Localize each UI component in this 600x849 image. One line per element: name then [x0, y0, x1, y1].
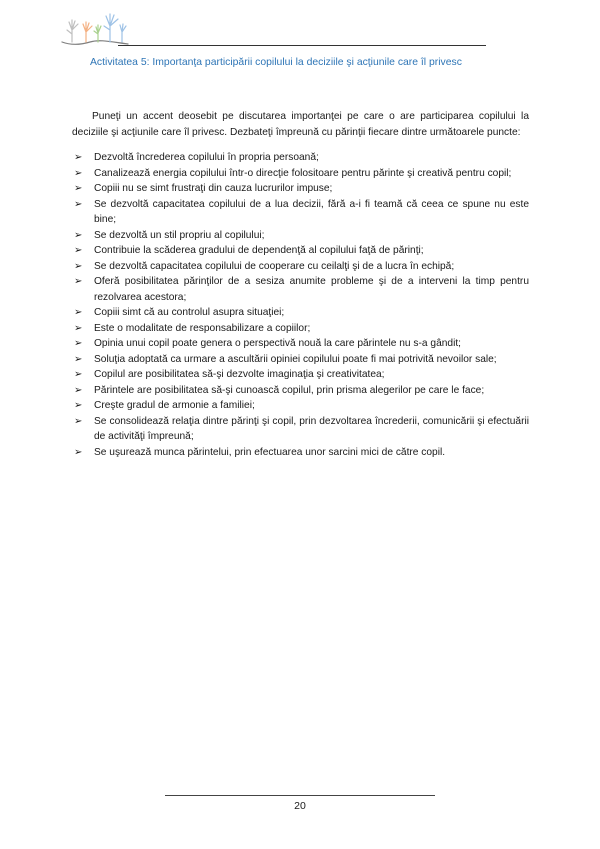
- list-item-text: Se dezvoltă capacitatea copilului de cooperare cu ceilalţi şi de a lucra în echipă;: [94, 260, 455, 272]
- list-item-text: Contribuie la scăderea gradului de dependenţă al copilului faţă de părinţi;: [94, 245, 424, 256]
- arrowhead-bullet-icon: ➢: [74, 260, 83, 272]
- list-item: [74, 181, 529, 197]
- list-item-text: Copiii nu se simt frustraţi din cauza lucrurilor impuse;: [94, 183, 333, 194]
- list-item: [74, 321, 529, 337]
- list-item: [74, 166, 529, 182]
- arrowhead-bullet-icon: ➢: [74, 369, 83, 380]
- header-divider: [118, 45, 486, 46]
- arrowhead-bullet-icon: ➢: [74, 183, 83, 194]
- list-item: [74, 305, 529, 321]
- intro-paragraph: [72, 109, 529, 141]
- list-item: [74, 398, 529, 414]
- page-number: 20: [294, 800, 306, 812]
- list-item-text: Canalizează energia copilului într-o direcţie folositoare pentru părinte şi creativă pentru copil;: [94, 167, 512, 179]
- list-item-text: Oferă posibilitatea părinţilor de a sesiza anumite probleme şi de a interveni la timp pentru rezolvarea acestora;: [94, 276, 529, 303]
- list-item-text: Se dezvoltă un stil propriu al copilului;: [94, 229, 265, 241]
- arrowhead-bullet-icon: ➢: [74, 152, 83, 163]
- list-item-text: Copilul are posibilitatea să-şi dezvolte imaginaţia şi creativitatea;: [94, 369, 385, 380]
- list-item: [74, 150, 529, 166]
- list-item-text: Este o modalitate de responsabilizare a copiilor;: [94, 322, 311, 334]
- list-item-text: Dezvoltă încrederea copilului în propria persoană;: [94, 152, 319, 163]
- arrowhead-bullet-icon: ➢: [74, 338, 83, 349]
- list-item: [74, 383, 529, 399]
- hands-logo-icon: [60, 12, 130, 48]
- arrowhead-bullet-icon: ➢: [74, 167, 83, 179]
- list-item-text: Se uşurează munca părintelui, prin efectuarea unor sarcini mici de către copil.: [94, 446, 446, 458]
- arrowhead-bullet-icon: ➢: [74, 384, 83, 396]
- arrowhead-bullet-icon: ➢: [74, 229, 83, 241]
- list-item: [74, 367, 529, 383]
- list-item-text: Copiii simt că au controlul asupra situaţiei;: [94, 307, 285, 318]
- list-item: [74, 259, 529, 275]
- arrowhead-bullet-icon: ➢: [74, 322, 83, 334]
- list-item: [74, 445, 529, 461]
- arrowhead-bullet-icon: ➢: [74, 307, 83, 318]
- list-item-text: Opinia unui copil poate genera o perspectivă nouă la care părintele nu s-a gândit;: [94, 338, 461, 349]
- arrowhead-bullet-icon: ➢: [74, 446, 83, 458]
- arrowhead-bullet-icon: ➢: [74, 245, 83, 256]
- list-item-text: Părintele are posibilitatea să-şi cunoască copilul, prin prisma alegerilor pe care le face;: [94, 384, 485, 396]
- list-item-text: Se dezvoltă capacitatea copilului de a lua decizii, fără a-i fi teamă că ceea ce spune nu este bine;: [94, 198, 529, 225]
- list-item: [74, 228, 529, 244]
- list-item: [74, 414, 529, 445]
- arrowhead-bullet-icon: ➢: [74, 415, 83, 427]
- arrowhead-bullet-icon: ➢: [74, 353, 83, 365]
- discussion-points-list: [74, 150, 529, 460]
- list-item: [74, 274, 529, 305]
- activity-title: Activitatea 5: Importanţa participării copilului la deciziile şi acţiunile care îl privesc: [90, 57, 462, 68]
- list-item-text: Se consolidează relaţia dintre părinţi şi copil, prin dezvoltarea încrederii, comunicării şi efectuării de activităţi împreună;: [94, 415, 529, 442]
- list-item-text: Soluţia adoptată ca urmare a ascultării opiniei copilului poate fi mai potrivită nevoilor sale;: [94, 353, 497, 365]
- arrowhead-bullet-icon: ➢: [74, 198, 83, 210]
- list-item-text: Creşte gradul de armonie a familiei;: [94, 400, 255, 411]
- list-item: [74, 336, 529, 352]
- list-item: [74, 197, 529, 228]
- list-item: [74, 243, 529, 259]
- list-item: [74, 352, 529, 368]
- arrowhead-bullet-icon: ➢: [74, 400, 83, 411]
- footer-divider: [165, 795, 435, 796]
- intro-text: Puneţi un accent deosebit pe discutarea importanţei pe care o are participarea copilului la deciziile şi acţiunile care îl privesc. Dezbateţi împreună cu părinţii fiecare dintre următoarele puncte:: [72, 111, 529, 138]
- arrowhead-bullet-icon: ➢: [74, 276, 83, 287]
